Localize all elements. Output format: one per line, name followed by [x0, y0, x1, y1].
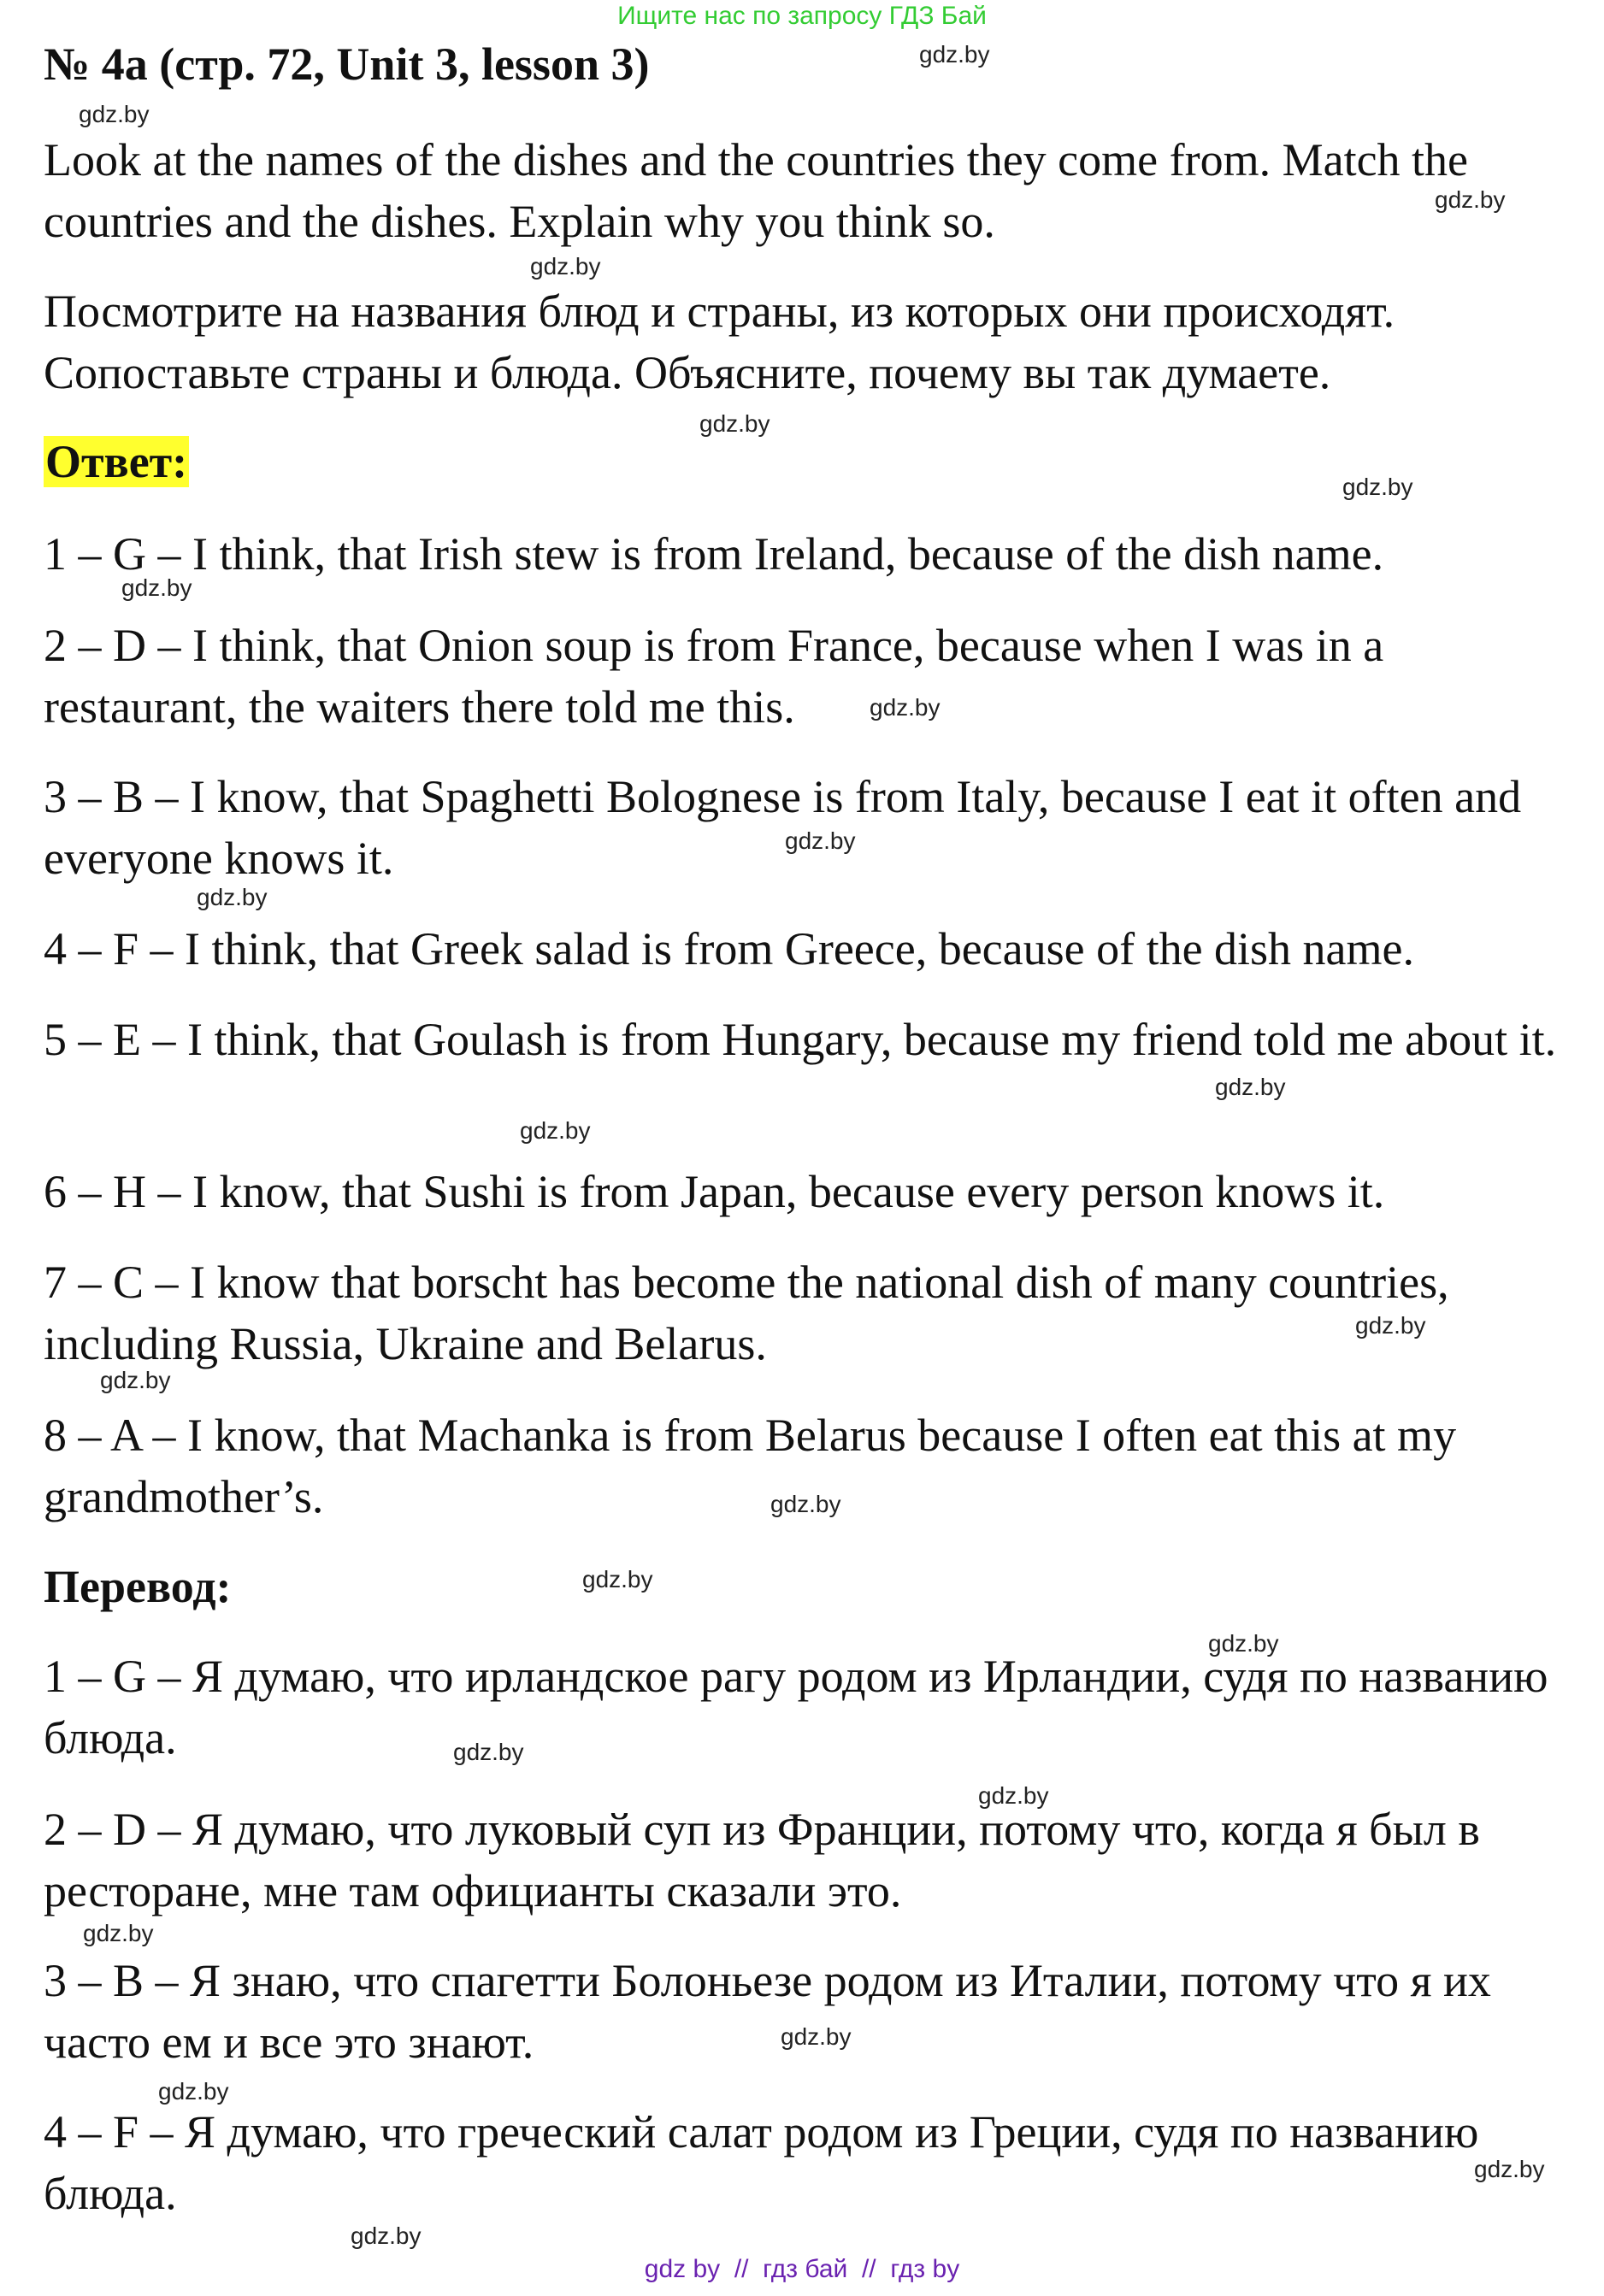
watermark: gdz.by: [121, 574, 192, 601]
watermark: gdz.by: [79, 101, 150, 127]
top-banner: Ищите нас по запросу ГДЗ Бай: [617, 2, 987, 30]
translation-2: 2 – D – Я думаю, что луковый суп из Франции, потому что, когда я был в ресторане, мне там официанты сказали это.: [44, 1804, 1480, 1916]
answer-6: 6 – H – I know, that Sushi is from Japan, because every person knows it.: [44, 1166, 1385, 1217]
watermark: gdz.by: [1435, 186, 1506, 213]
answer-3: 3 – B – I know, that Spaghetti Bolognese is from Italy, because I eat it often and everyone knows it.: [44, 771, 1522, 884]
watermark: gdz.by: [1474, 2156, 1545, 2182]
answer-7: 7 – C – I know that borscht has become the national dish of many countries, including Russia, Ukraine and Belarus.: [44, 1257, 1449, 1369]
translation-3: 3 – B – Я знаю, что спагетти Болоньезе родом из Италии, потому что я их часто ем и все это знают.: [44, 1955, 1491, 2068]
watermark: gdz.by: [453, 1739, 524, 1765]
translation-label: Перевод:: [44, 1561, 232, 1612]
answer-4: 4 – F – I think, that Greek salad is from Greece, because of the dish name.: [44, 923, 1414, 974]
answer-label: [44, 431, 189, 492]
watermark: gdz.by: [520, 1117, 591, 1144]
watermark: gdz.by: [699, 410, 770, 437]
watermark: gdz.by: [100, 1367, 171, 1393]
watermark: gdz.by: [1208, 1630, 1279, 1657]
watermark: gdz.by: [1355, 1312, 1426, 1339]
watermark: gdz.by: [1215, 1074, 1286, 1100]
translation-4: 4 – F – Я думаю, что греческий салат родом из Греции, судя по названию блюда.: [44, 2106, 1479, 2219]
answer-2: 2 – D – I think, that Onion soup is from France, because when I was in a restaurant, the waiters there told me this.: [44, 620, 1384, 733]
answer-5: 5 – E – I think, that Goulash is from Hungary, because my friend told me about it.: [44, 1014, 1557, 1065]
watermark: gdz.by: [582, 1566, 653, 1592]
watermark: gdz.by: [83, 1920, 154, 1946]
watermark: gdz.by: [158, 2078, 229, 2105]
watermark: gdz.by: [919, 41, 990, 68]
answer-1: 1 – G – I think, that Irish stew is from Ireland, because of the dish name.: [44, 528, 1384, 580]
footer-links: gdz by // гдз бай // гдз by: [644, 2255, 960, 2283]
watermark: gdz.by: [1342, 474, 1413, 500]
watermark: gdz.by: [530, 253, 601, 280]
answer-8: 8 – A – I know, that Machanka is from Belarus because I often eat this at my grandmother’s.: [44, 1410, 1457, 1522]
watermark: gdz.by: [978, 1782, 1049, 1809]
task-russian: Посмотрите на названия блюд и страны, из которых они происходят. Сопоставьте страны и блюда. Объясните, почему вы так думаете.: [44, 286, 1395, 398]
answer-label-text: Ответ:: [45, 436, 188, 487]
watermark: gdz.by: [197, 884, 268, 910]
task-english: Look at the names of the dishes and the countries they come from. Match the countries and the dishes. Explain why you think so.: [44, 134, 1469, 247]
translation-1: 1 – G – Я думаю, что ирландское рагу родом из Ирландии, судя по названию блюда.: [44, 1651, 1548, 1763]
watermark: gdz.by: [785, 827, 856, 854]
watermark: gdz.by: [351, 2222, 422, 2249]
watermark: gdz.by: [870, 694, 941, 721]
page-title: № 4a (стр. 72, Unit 3, lesson 3): [44, 38, 650, 90]
watermark: gdz.by: [770, 1491, 841, 1517]
watermark: gdz.by: [781, 2023, 852, 2050]
